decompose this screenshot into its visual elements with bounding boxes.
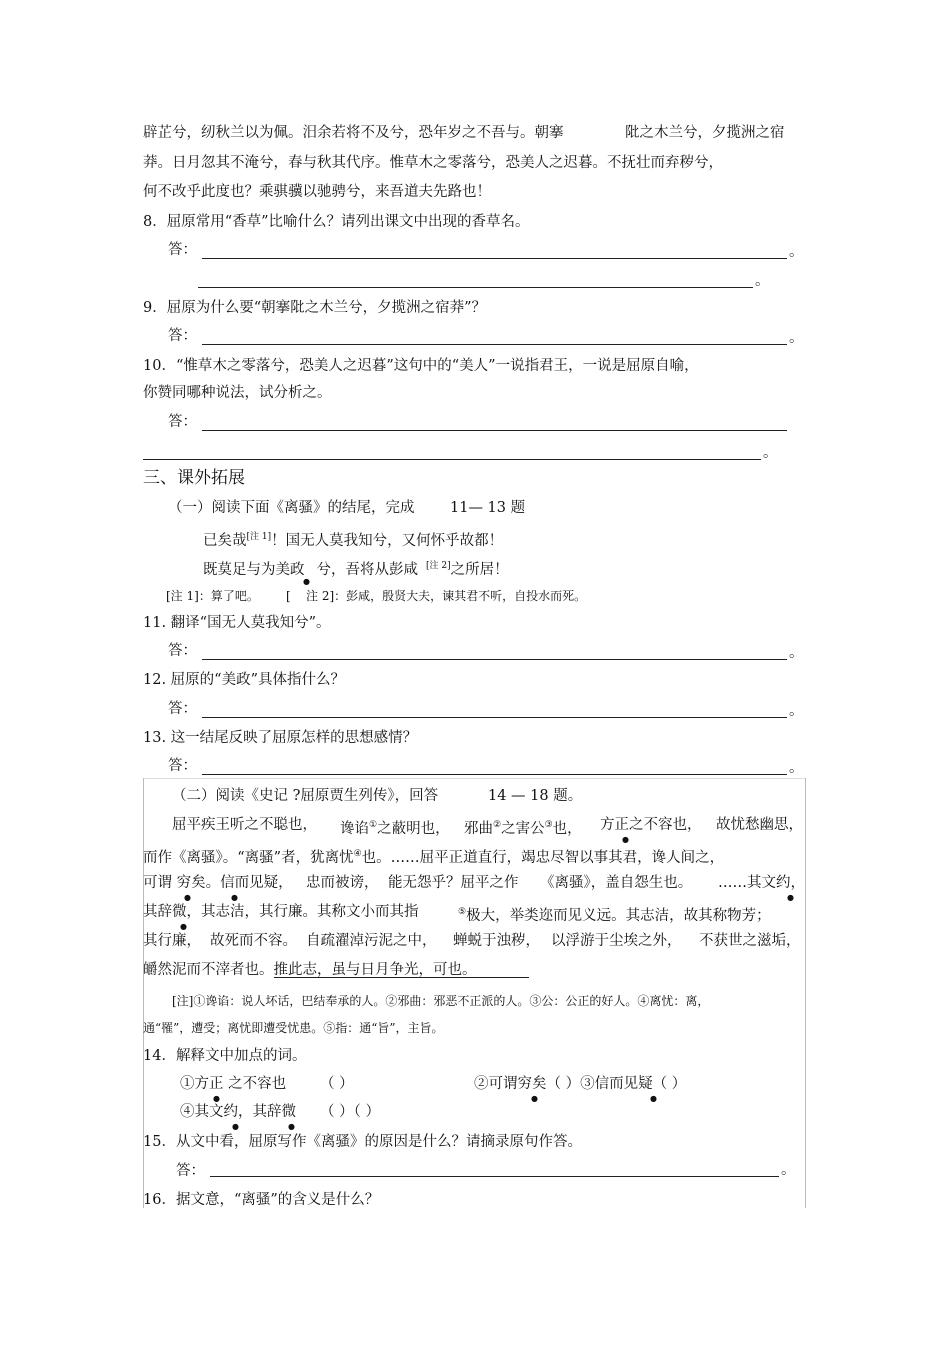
poem-line-1-tail	[625, 124, 785, 142]
dotted-word: 微	[281, 1104, 296, 1120]
question-13: 13. 这一结尾反映了屈原怎样的思想感情？	[143, 730, 418, 746]
note-ref: ⑤	[458, 907, 467, 917]
passage-line-6: 皭然泥而不滓者也。推此志，虽与日月争光，可也。	[143, 962, 477, 978]
excerpt-line-1	[203, 528, 503, 550]
answer-label: 答：	[176, 1163, 205, 1179]
note-2: 注 2]：彭咸，殷贤大夫，谏其君不听，自投水而死。	[306, 589, 587, 603]
emphasis-dot: ●	[231, 893, 238, 902]
answer-line[interactable]	[143, 459, 761, 460]
item-text: ④其文	[180, 1104, 224, 1120]
passage-text: 屈平疾王听之不聪也，	[172, 817, 317, 833]
section-box-right	[805, 778, 806, 1208]
passage-line-1d	[600, 816, 702, 834]
passage-line-3e	[718, 874, 805, 892]
passage-text: 之蔽明也，	[377, 821, 450, 837]
excerpt-text: 已矣哉	[203, 533, 247, 549]
question-15: 15．从文中看，屈原写作《离骚》的原因是什么？请摘录原句作答。	[143, 1134, 582, 1150]
subsection-1	[168, 499, 415, 517]
passage-line-5d: 蝉蜕于浊秽，	[453, 933, 540, 949]
q14-item-1	[180, 1075, 286, 1093]
passage-text: 谗谄	[340, 821, 369, 837]
question-12: 12. 屈原的“美政”具体指什么？	[143, 672, 345, 688]
passage-line-5e: 以浮游于尘埃之外，	[551, 933, 682, 949]
dotted-word: 穷	[176, 875, 192, 891]
emphasis-dot: ●	[531, 1094, 538, 1103]
excerpt-text: 之所居！	[450, 562, 509, 578]
passage-text: ，	[790, 875, 805, 891]
answer-line[interactable]	[202, 430, 787, 431]
note-ref: ④	[353, 849, 362, 859]
item-text: 而见疑（ ）	[609, 1076, 687, 1092]
period: 。	[755, 273, 770, 289]
item-text: ①方	[180, 1076, 209, 1092]
passage-line-5a: 其行廉，	[143, 933, 201, 949]
question-10a: 10．“惟草木之零落兮，恐美人之迟暮”这句中的“美人”一说指君王，一说是屈原自喻，	[143, 358, 699, 374]
passage-text: 之不容也，	[629, 817, 702, 833]
question-11: 11. 翻译“国无人莫我知兮”。	[143, 615, 331, 631]
dotted-word: 约	[223, 1104, 238, 1120]
answer-label: 答：	[168, 242, 197, 258]
emphasis-dot: ●	[184, 893, 191, 902]
answer-label: 答：	[168, 701, 197, 717]
note-ref: ②	[493, 820, 502, 830]
period: 。	[789, 645, 804, 661]
passage-text: 极大，举类迩而见义远。其志洁，故其称物芳；	[466, 908, 771, 924]
answer-line[interactable]	[202, 344, 787, 345]
passage-line-5f: 不获世之滋垢，	[699, 933, 801, 949]
answer-label: 答：	[168, 328, 197, 344]
subsection-2-range: 14 — 18 题。	[488, 788, 583, 804]
answer-line[interactable]	[202, 774, 787, 775]
dotted-word: 方正	[600, 817, 629, 833]
passage-line-1c	[464, 816, 582, 838]
dotted-word: 正	[209, 1076, 224, 1092]
emphasis-dot: ●	[288, 1122, 295, 1131]
passage-text: 也。……屈平正道直行，竭忠尽智以事其君，谗人间之，	[361, 850, 725, 866]
question-8: 8．屈原常用“香草”比喻什么？请列出课文中出现的香草名。	[143, 214, 530, 230]
section-box-top	[143, 778, 805, 779]
passage-text: 也，	[552, 821, 582, 837]
note-section-2a: [注]①谗谄：说人坏话，巴结奉承的人。②邪曲：邪恶不正派的人。③公：公正的好人。④离忧：离，	[172, 994, 710, 1008]
passage-line-1e: 故忧愁幽思，	[716, 817, 803, 833]
q14-item-4	[180, 1103, 296, 1121]
answer-line[interactable]	[202, 659, 787, 660]
passage-text: 其辞	[143, 904, 172, 920]
period: 。	[789, 760, 804, 776]
period: 。	[763, 445, 778, 461]
note-ref: ①	[369, 820, 378, 830]
note-1a: [注 1]：算了吧。	[166, 589, 259, 603]
dotted-word: 微	[172, 904, 187, 920]
subsection-1-range: 11— 13 题	[450, 500, 526, 516]
period: 。	[789, 244, 804, 260]
item-text: ，其辞	[238, 1104, 282, 1120]
dotted-word: 约	[776, 875, 791, 891]
dotted-word: 信	[594, 1076, 610, 1092]
excerpt-text: 既莫足与为美	[203, 562, 290, 578]
period: 。	[789, 703, 804, 719]
passage-line-3c: 能无怨乎？屈平之作	[388, 875, 519, 891]
passage-line-3b: 忠而被谤，	[306, 875, 379, 891]
passage-text: 而作《离骚》。“离骚”者，犹离忧	[143, 850, 354, 866]
passage-text: 矣。	[191, 875, 221, 891]
note-1	[166, 587, 259, 605]
question-16: 16．据文意，“离骚”的含义是什么？	[143, 1192, 380, 1208]
passage-line-5c: 自疏濯淖污泥之中，	[306, 933, 437, 949]
answer-label: 答：	[168, 414, 197, 430]
period: 。	[781, 1162, 796, 1178]
note-ref: [注 1]	[246, 532, 272, 542]
question-9: 9．屈原为什么要“朝搴阰之木兰兮，夕揽洲之宿莽”？	[143, 300, 487, 316]
passage-text: ……其文	[718, 875, 776, 891]
question-14: 14．解释文中加点的词。	[143, 1048, 307, 1064]
section-heading: 三、课外拓展	[143, 468, 245, 488]
note-ref: ③	[544, 820, 553, 830]
passage-line-1	[172, 816, 317, 834]
passage-line-3d: 《离骚》，盖自怨生也。	[540, 875, 693, 891]
excerpt-text: 兮，吾将从彭咸	[316, 562, 418, 578]
emphasis-dot: ●	[622, 835, 629, 844]
subsection-1-text: （一）阅读下面《离骚》的结尾，完成	[168, 500, 415, 516]
excerpt-line-2	[203, 557, 509, 579]
subsection-2: （二）阅读《史记 ?屈原贾生列传》，回答	[172, 788, 439, 804]
emphasis-dot: ●	[650, 1094, 657, 1103]
emphasis-dot: ●	[232, 1122, 239, 1131]
passage-text: 而见疑，	[234, 875, 293, 891]
dotted-word: 信	[220, 875, 235, 891]
passage-text: 邪曲	[464, 821, 493, 837]
passage-text: 可谓	[143, 875, 172, 891]
answer-label: 答：	[168, 643, 197, 659]
passage-text: ，其志洁，其行廉。其称文小而其指	[186, 904, 419, 920]
poem-line-1	[143, 124, 564, 142]
emphasis-dot: ●	[213, 1094, 220, 1103]
passage-line-4b	[458, 903, 771, 925]
excerpt-text: ！国无人莫我知兮，又何怀乎故都！	[271, 533, 504, 549]
passage-line-4	[143, 903, 419, 921]
passage-line-1b	[340, 816, 450, 838]
note-ref: [注 2]	[426, 561, 451, 571]
dotted-word: 政	[290, 562, 305, 578]
poem-line-1a: 辟芷兮，纫秋兰以为佩。汨余若将不及兮，恐年岁之不吾与。朝搴	[143, 125, 564, 141]
emphasis-dot: ●	[303, 577, 310, 586]
q14-item-2	[474, 1075, 686, 1093]
poem-line-3: 何不改乎此度也？乘骐骥以驰骋兮，来吾道夫先路也！	[143, 184, 491, 200]
answer-line[interactable]	[202, 258, 787, 259]
emphasis-dot: ●	[180, 922, 187, 931]
passage-text: 之害公	[501, 821, 545, 837]
emphasis-dot: ●	[787, 893, 794, 902]
passage-line-5b: 故死而不容。	[210, 933, 297, 949]
item-text: 矣（ ）③	[532, 1076, 595, 1092]
note-section-2b: 通“罹”，遭受；离忧即遭受忧患。⑤指：通“旨”，主旨。	[143, 1021, 444, 1035]
note-1-bracket: [	[286, 589, 291, 603]
poem-line-1b: 阰之木兰兮，夕揽洲之宿	[625, 125, 785, 141]
item-text: 之不容也	[228, 1076, 287, 1092]
period: 。	[789, 330, 804, 346]
answer-label: 答：	[168, 758, 197, 774]
poem-line-2: 莽。日月忽其不淹兮，春与秋其代序。惟草木之零落兮，恐美人之迟暮。不抚壮而弃秽兮，	[143, 155, 723, 171]
item-text: ②可谓	[474, 1076, 518, 1092]
passage-line-3	[143, 874, 293, 892]
question-10b: 你赞同哪种说法，试分析之。	[143, 385, 332, 401]
dotted-word: 穷	[517, 1076, 532, 1092]
underline	[274, 977, 529, 978]
answer-line[interactable]	[198, 287, 753, 288]
q14-paren-2[interactable]: （ ）（ ）	[320, 1104, 380, 1120]
answer-line[interactable]	[202, 717, 787, 718]
passage-line-2	[143, 845, 724, 867]
answer-line[interactable]	[210, 1176, 779, 1177]
q14-paren-1[interactable]: （ ）	[320, 1076, 354, 1092]
